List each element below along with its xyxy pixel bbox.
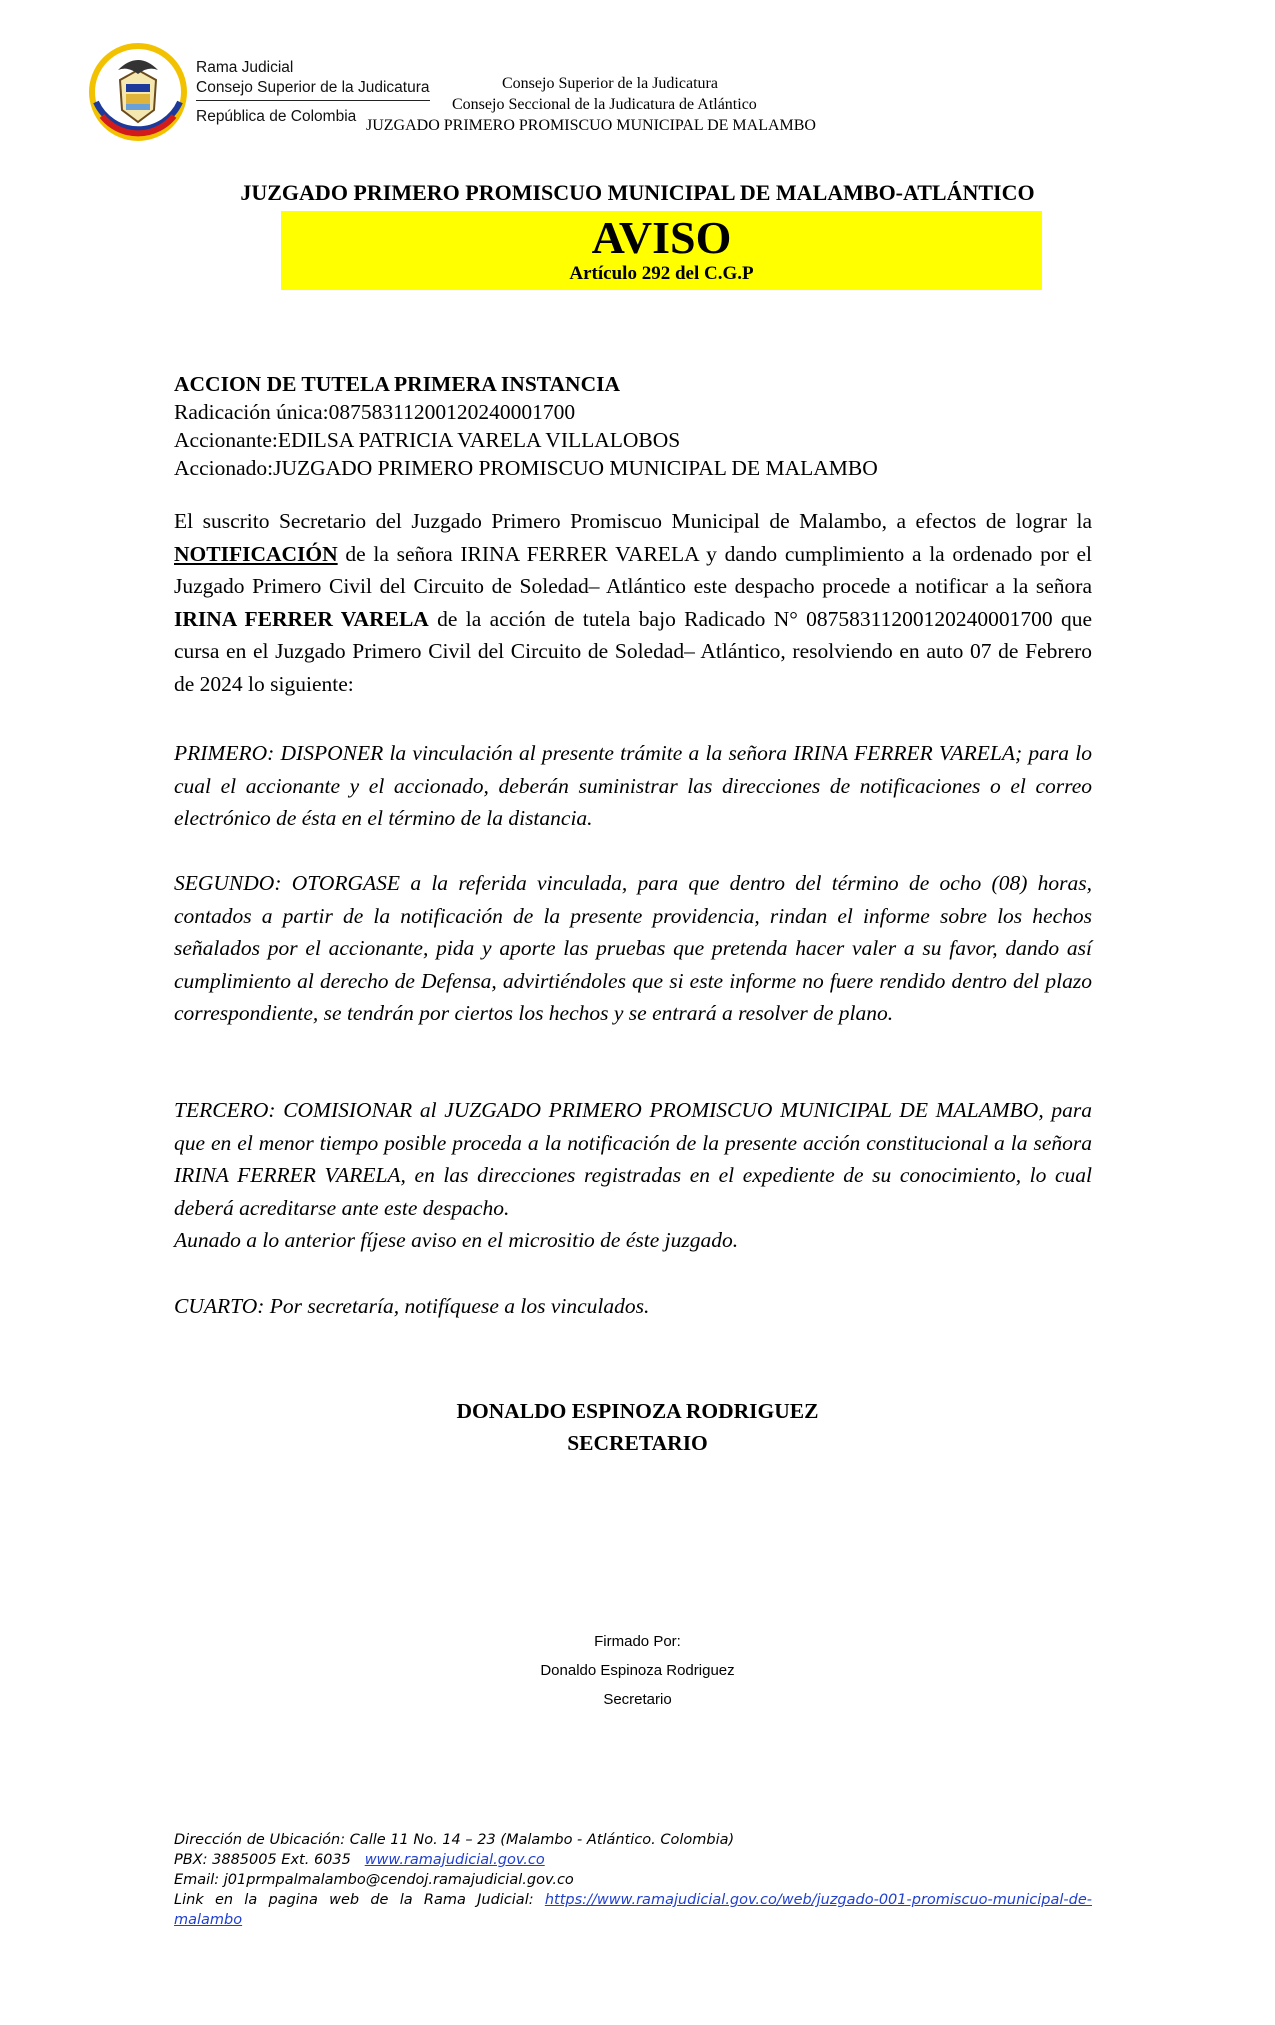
notified-person-name: IRINA FERRER VARELA [174,606,429,631]
order-aunado-text: Aunado a lo anterior fíjese aviso en el micrositio de éste juzgado. [174,1228,739,1252]
signed-by-label: Firmado Por: [594,1633,681,1650]
aviso-heading: AVISO [591,212,732,263]
electronic-signature [0,1627,1275,1714]
footer [174,1830,1092,1930]
aviso-highlight [281,211,1042,290]
rama-judicial-logo [88,40,188,144]
brand-line-rama: Rama Judicial [196,59,294,76]
footer-website-link[interactable]: www.ramajudicial.gov.co [364,1852,545,1868]
intro-paragraph [174,505,1092,700]
case-accionado: Accionado:JUZGADO PRIMERO PROMISCUO MUNICIPAL DE MALAMBO [174,456,878,480]
footer-page-link[interactable]: https://www.ramajudicial.gov.co/web/juzgado-001-promiscuo-municipal-de- [544,1892,1092,1908]
footer-pbx: PBX: 3885005 Ext. 6035 [174,1852,351,1868]
footer-phone-line [174,1850,1092,1870]
brand-line-republica: República de Colombia [196,108,357,125]
signer-role: SECRETARIO [567,1431,708,1455]
signer-name: DONALDO ESPINOZA RODRIGUEZ [456,1399,819,1423]
order-tercero-text: TERCERO: COMISIONAR al JUZGADO PRIMERO PROMISCUO MUNICIPAL DE MALAMBO, para que en el menor tiempo posible proceda a la notificación de la presente acción constitucional a la señora IRINA FERRER VARELA, en las direcciones registradas en el expediente de su conocimiento, lo cual deberá acreditarse ante este despacho. [174,1098,1092,1220]
intro-part2: de la señora IRINA FERRER VARELA y dando cumplimiento a la ordenado por el Juzgado Primero Civil del Circuito de Soledad– Atlántico este despacho procede a notificar a la señora [174,541,1092,598]
case-details [174,370,878,482]
aviso-subheading: Artículo 292 del C.G.P [569,263,754,284]
signed-by-name: Donaldo Espinoza Rodriguez [540,1662,735,1679]
order-segundo: SEGUNDO: OTORGASE a la referida vinculada, para que dentro del término de ocho (08) horas, contados a partir de la notificación de la presente providencia, rindan el informe sobre los hechos señalados por el accionante, pida y aporte las pruebas que pretenda hacer valer a su favor, dando así cumplimiento al derecho de Defensa, advirtiéndoles que si este informe no fuere rendido dentro del plazo correspondiente, se tendrán por ciertos los hechos y se entrará a resolver de plano. [174,871,1092,1025]
notificacion-word: NOTIFICACIÓN [174,541,338,566]
order-primero: PRIMERO: DISPONER la vinculación al presente trámite a la señora IRINA FERRER VARELA; para lo cual el accionante y el accionado, deberán suministrar las direcciones de notificaciones o el correo electrónico de ésta en el término de la distancia. [174,741,1092,830]
case-radicacion: Radicación única:08758311200120240001700 [174,400,576,424]
footer-address: Dirección de Ubicación: Calle 11 No. 14 – 23 (Malambo - Atlántico. Colombia) [174,1832,735,1848]
footer-link-label: Link en la pagina web de la Rama Judicial: [174,1892,545,1908]
order-cuarto: CUARTO: Por secretaría, notifíquese a los vinculados. [174,1294,650,1318]
header-consejo-seccional: Consejo Seccional de la Judicatura de Atlántico [452,96,757,113]
footer-page-link-cont[interactable]: malambo [174,1912,243,1928]
document-title: JUZGADO PRIMERO PROMISCUO MUNICIPAL DE MALAMBO-ATLÁNTICO [240,180,1035,205]
header-consejo-superior: Consejo Superior de la Judicatura [502,75,718,92]
footer-link-line [174,1890,1092,1910]
order-tercero [174,1094,1092,1257]
case-accionante: Accionante:EDILSA PATRICIA VARELA VILLALOBOS [174,428,681,452]
brand-line-consejo: Consejo Superior de la Judicatura [196,78,430,101]
signed-by-role: Secretario [603,1691,672,1708]
intro-part1: El suscrito Secretario del Juzgado Primero Promiscuo Municipal de Malambo, a efectos de lograr la [174,509,1092,533]
case-type: ACCION DE TUTELA PRIMERA INSTANCIA [174,372,620,396]
signature-block [0,1395,1275,1459]
footer-email: Email: j01prmpalmalambo@cendoj.ramajudicial.gov.co [174,1872,574,1888]
intro-part3: de la acción de tutela bajo Radicado N° 08758311200120240001700 que cursa en el Juzgado Primero Civil del Circuito de Soledad– Atlántico, resolviendo en auto 07 de Febrero de 2024 lo siguiente: [174,606,1092,696]
header-juzgado: JUZGADO PRIMERO PROMISCUO MUNICIPAL DE MALAMBO [366,117,816,134]
